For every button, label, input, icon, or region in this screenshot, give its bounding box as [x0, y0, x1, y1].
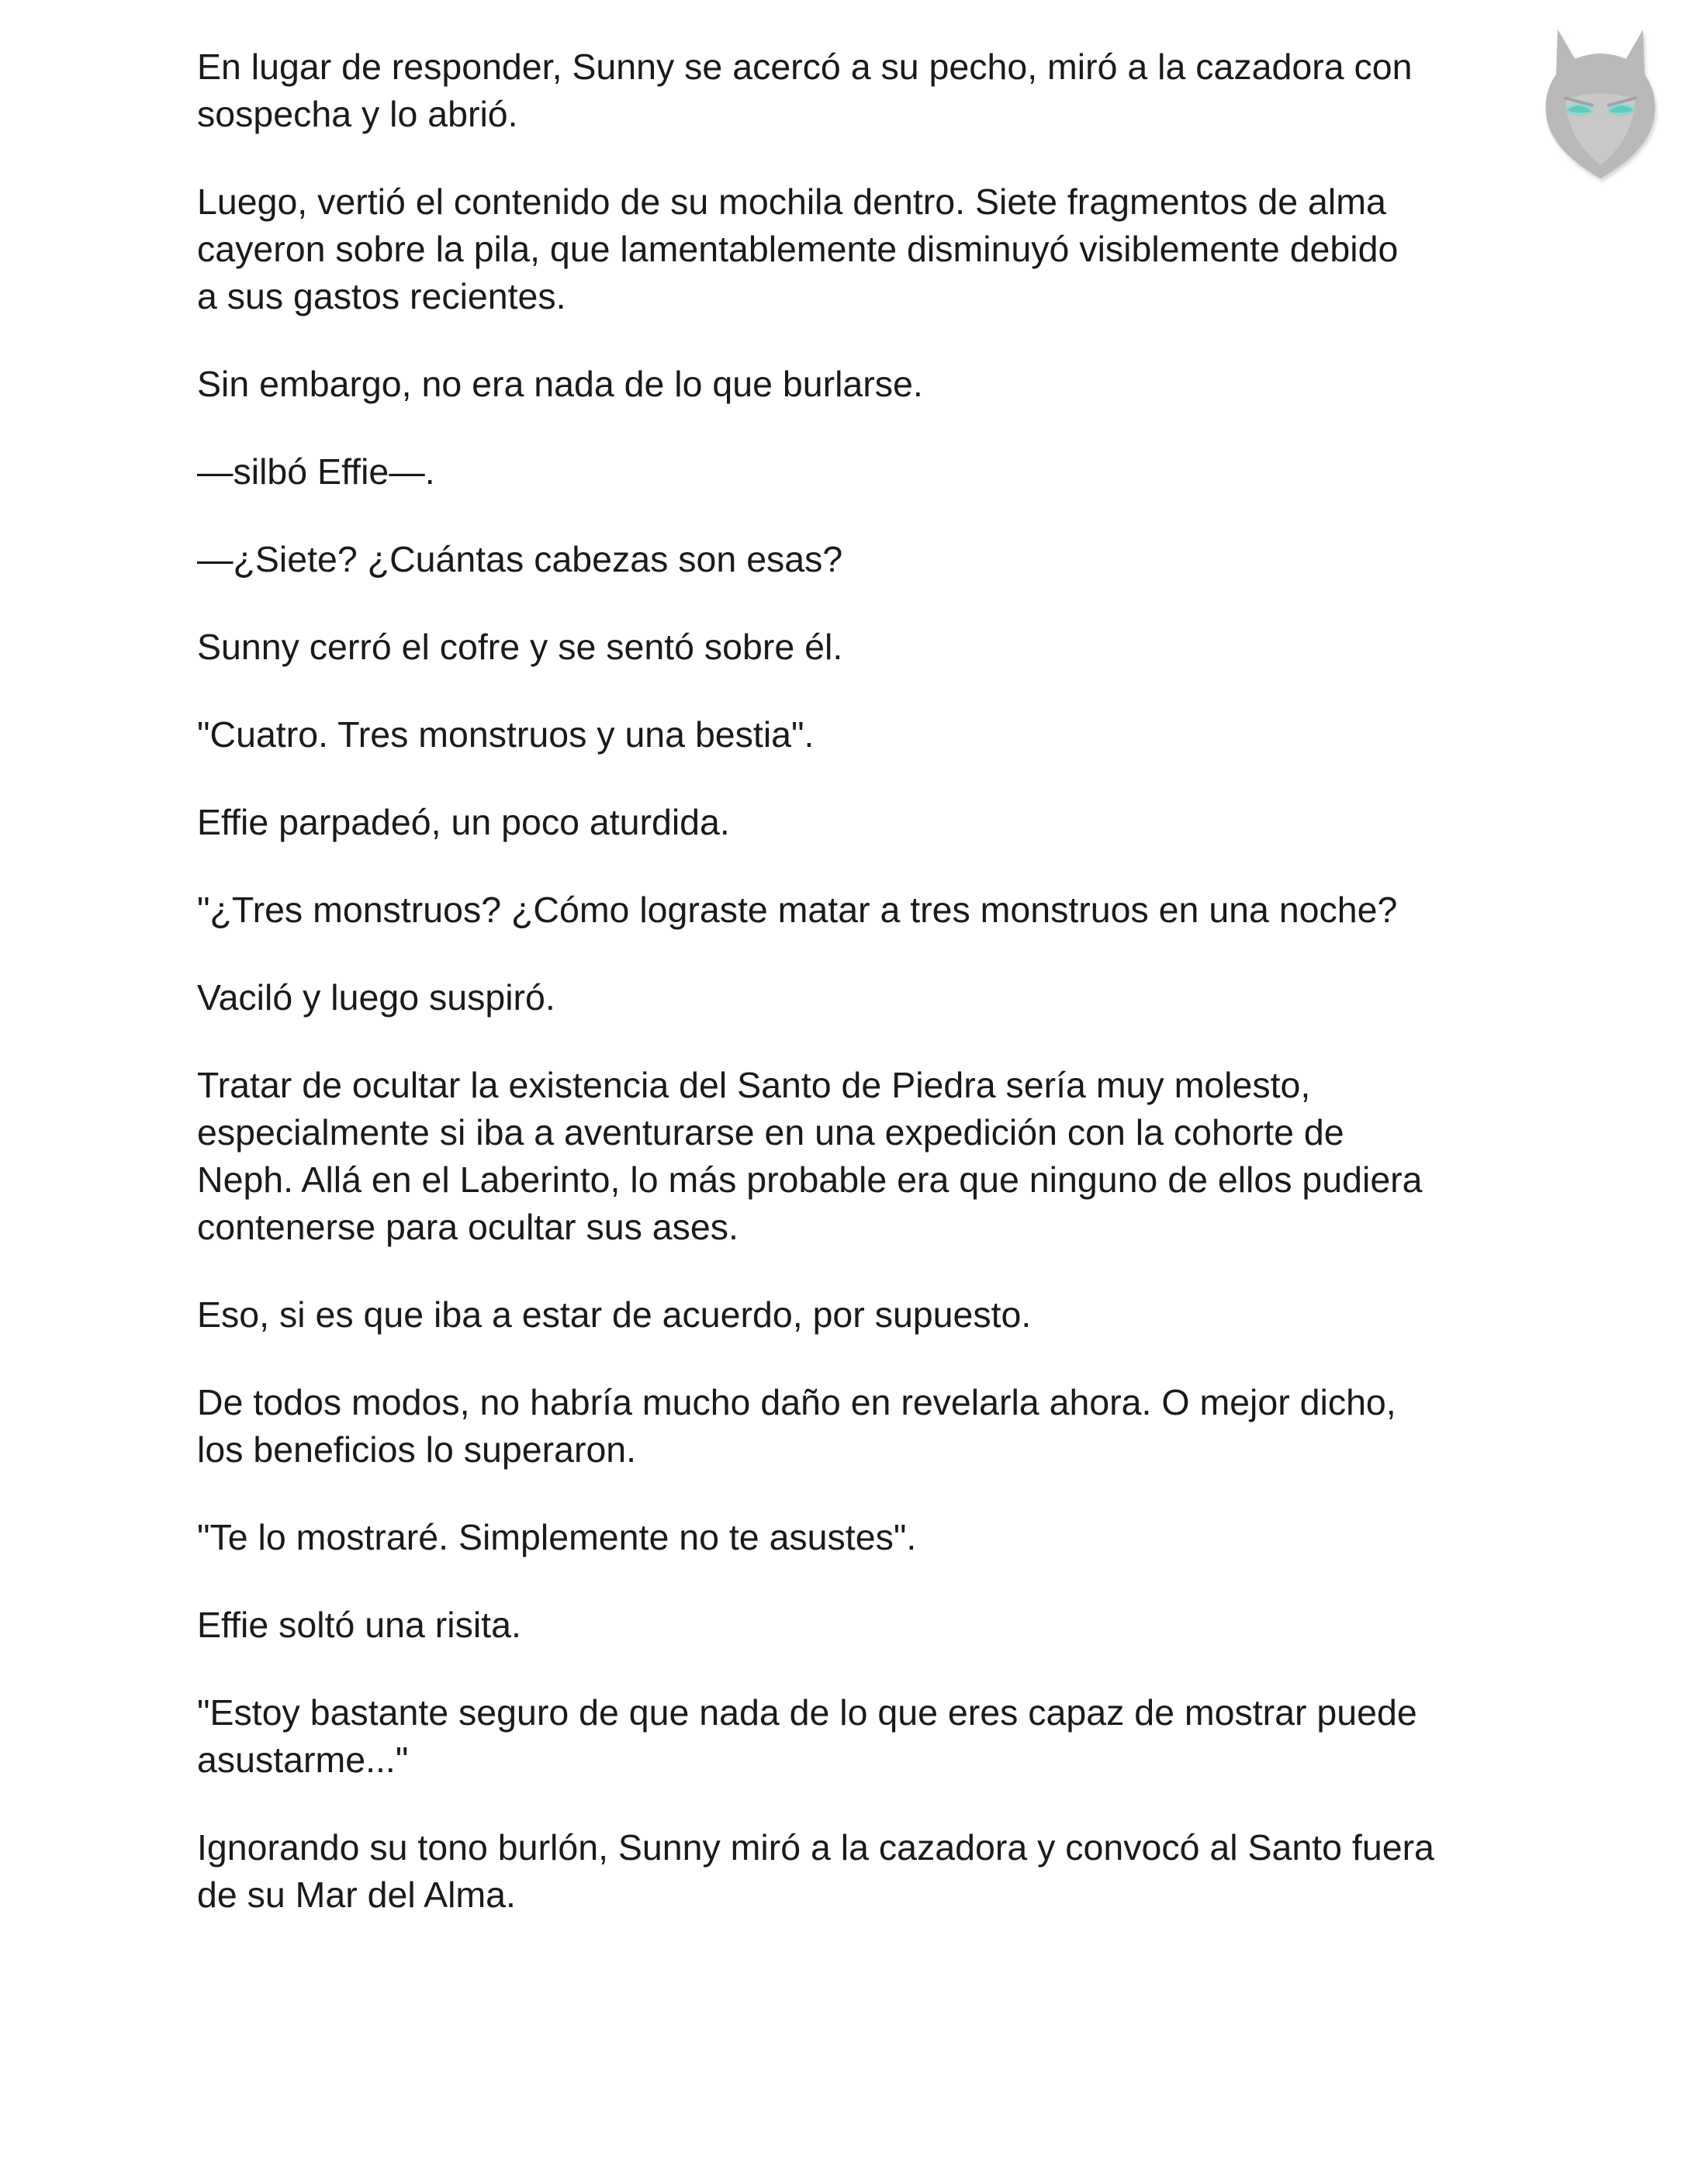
- paragraph: [197, 448, 1508, 496]
- text-line: Sunny cerró el cofre y se sentó sobre él.: [197, 627, 843, 667]
- text-line: —silbó Effie—.: [197, 451, 435, 492]
- text-line: Tratar de ocultar la existencia del Santo de Piedra sería muy molesto,: [197, 1065, 1311, 1105]
- text-line: "Estoy bastante seguro de que nada de lo que eres capaz de mostrar puede: [197, 1692, 1417, 1733]
- text-line: cayeron sobre la pila, que lamentablemente disminuyó visiblemente debido: [197, 229, 1399, 269]
- document-body: [197, 43, 1508, 1959]
- text-line: Sin embargo, no era nada de lo que burlarse.: [197, 364, 923, 404]
- text-line: especialmente si iba a aventurarse en una expedición con la cohorte de: [197, 1112, 1344, 1152]
- text-line: "Te lo mostraré. Simplemente no te asustes".: [197, 1517, 917, 1557]
- text-line: de su Mar del Alma.: [197, 1875, 516, 1915]
- text-line: sospecha y lo abrió.: [197, 94, 518, 134]
- text-line: De todos modos, no habría mucho daño en revelarla ahora. O mejor dicho,: [197, 1382, 1396, 1422]
- paragraph: [197, 711, 1508, 759]
- text-line: contenerse para ocultar sus ases.: [197, 1207, 738, 1247]
- paragraph: [197, 1379, 1508, 1474]
- paragraph: [197, 178, 1508, 320]
- text-line: "¿Tres monstruos? ¿Cómo lograste matar a tres monstruos en una noche?: [197, 890, 1398, 930]
- paragraph: [197, 361, 1508, 408]
- paragraph: [197, 1824, 1508, 1919]
- text-line: a sus gastos recientes.: [197, 276, 566, 316]
- text-line: Luego, vertió el contenido de su mochila dentro. Siete fragmentos de alma: [197, 181, 1386, 222]
- text-line: Vaciló y luego suspiró.: [197, 977, 555, 1018]
- paragraph: [197, 43, 1508, 138]
- paragraph: [197, 1514, 1508, 1561]
- text-line: "Cuatro. Tres monstruos y una bestia".: [197, 714, 815, 755]
- text-line: los beneficios lo superaron.: [197, 1429, 637, 1470]
- paragraph: [197, 1689, 1508, 1784]
- demon-head-icon: [1527, 14, 1674, 185]
- text-line: —¿Siete? ¿Cuántas cabezas son esas?: [197, 539, 843, 579]
- paragraph: [197, 624, 1508, 671]
- text-line: Neph. Allá en el Laberinto, lo más probable era que ninguno de ellos pudiera: [197, 1159, 1423, 1200]
- text-line: asustarme...": [197, 1740, 409, 1780]
- text-line: Ignorando su tono burlón, Sunny miró a la cazadora y convocó al Santo fuera: [197, 1827, 1434, 1868]
- text-line: Effie parpadeó, un poco aturdida.: [197, 802, 730, 842]
- paragraph: [197, 799, 1508, 846]
- paragraph: [197, 1291, 1508, 1339]
- paragraph: [197, 974, 1508, 1021]
- paragraph: [197, 1602, 1508, 1649]
- text-line: Eso, si es que iba a estar de acuerdo, por supuesto.: [197, 1294, 1032, 1335]
- paragraph: [197, 886, 1508, 934]
- paragraph: [197, 1062, 1508, 1251]
- paragraph: [197, 536, 1508, 583]
- text-line: Effie soltó una risita.: [197, 1605, 521, 1645]
- text-line: En lugar de responder, Sunny se acercó a su pecho, miró a la cazadora con: [197, 47, 1413, 87]
